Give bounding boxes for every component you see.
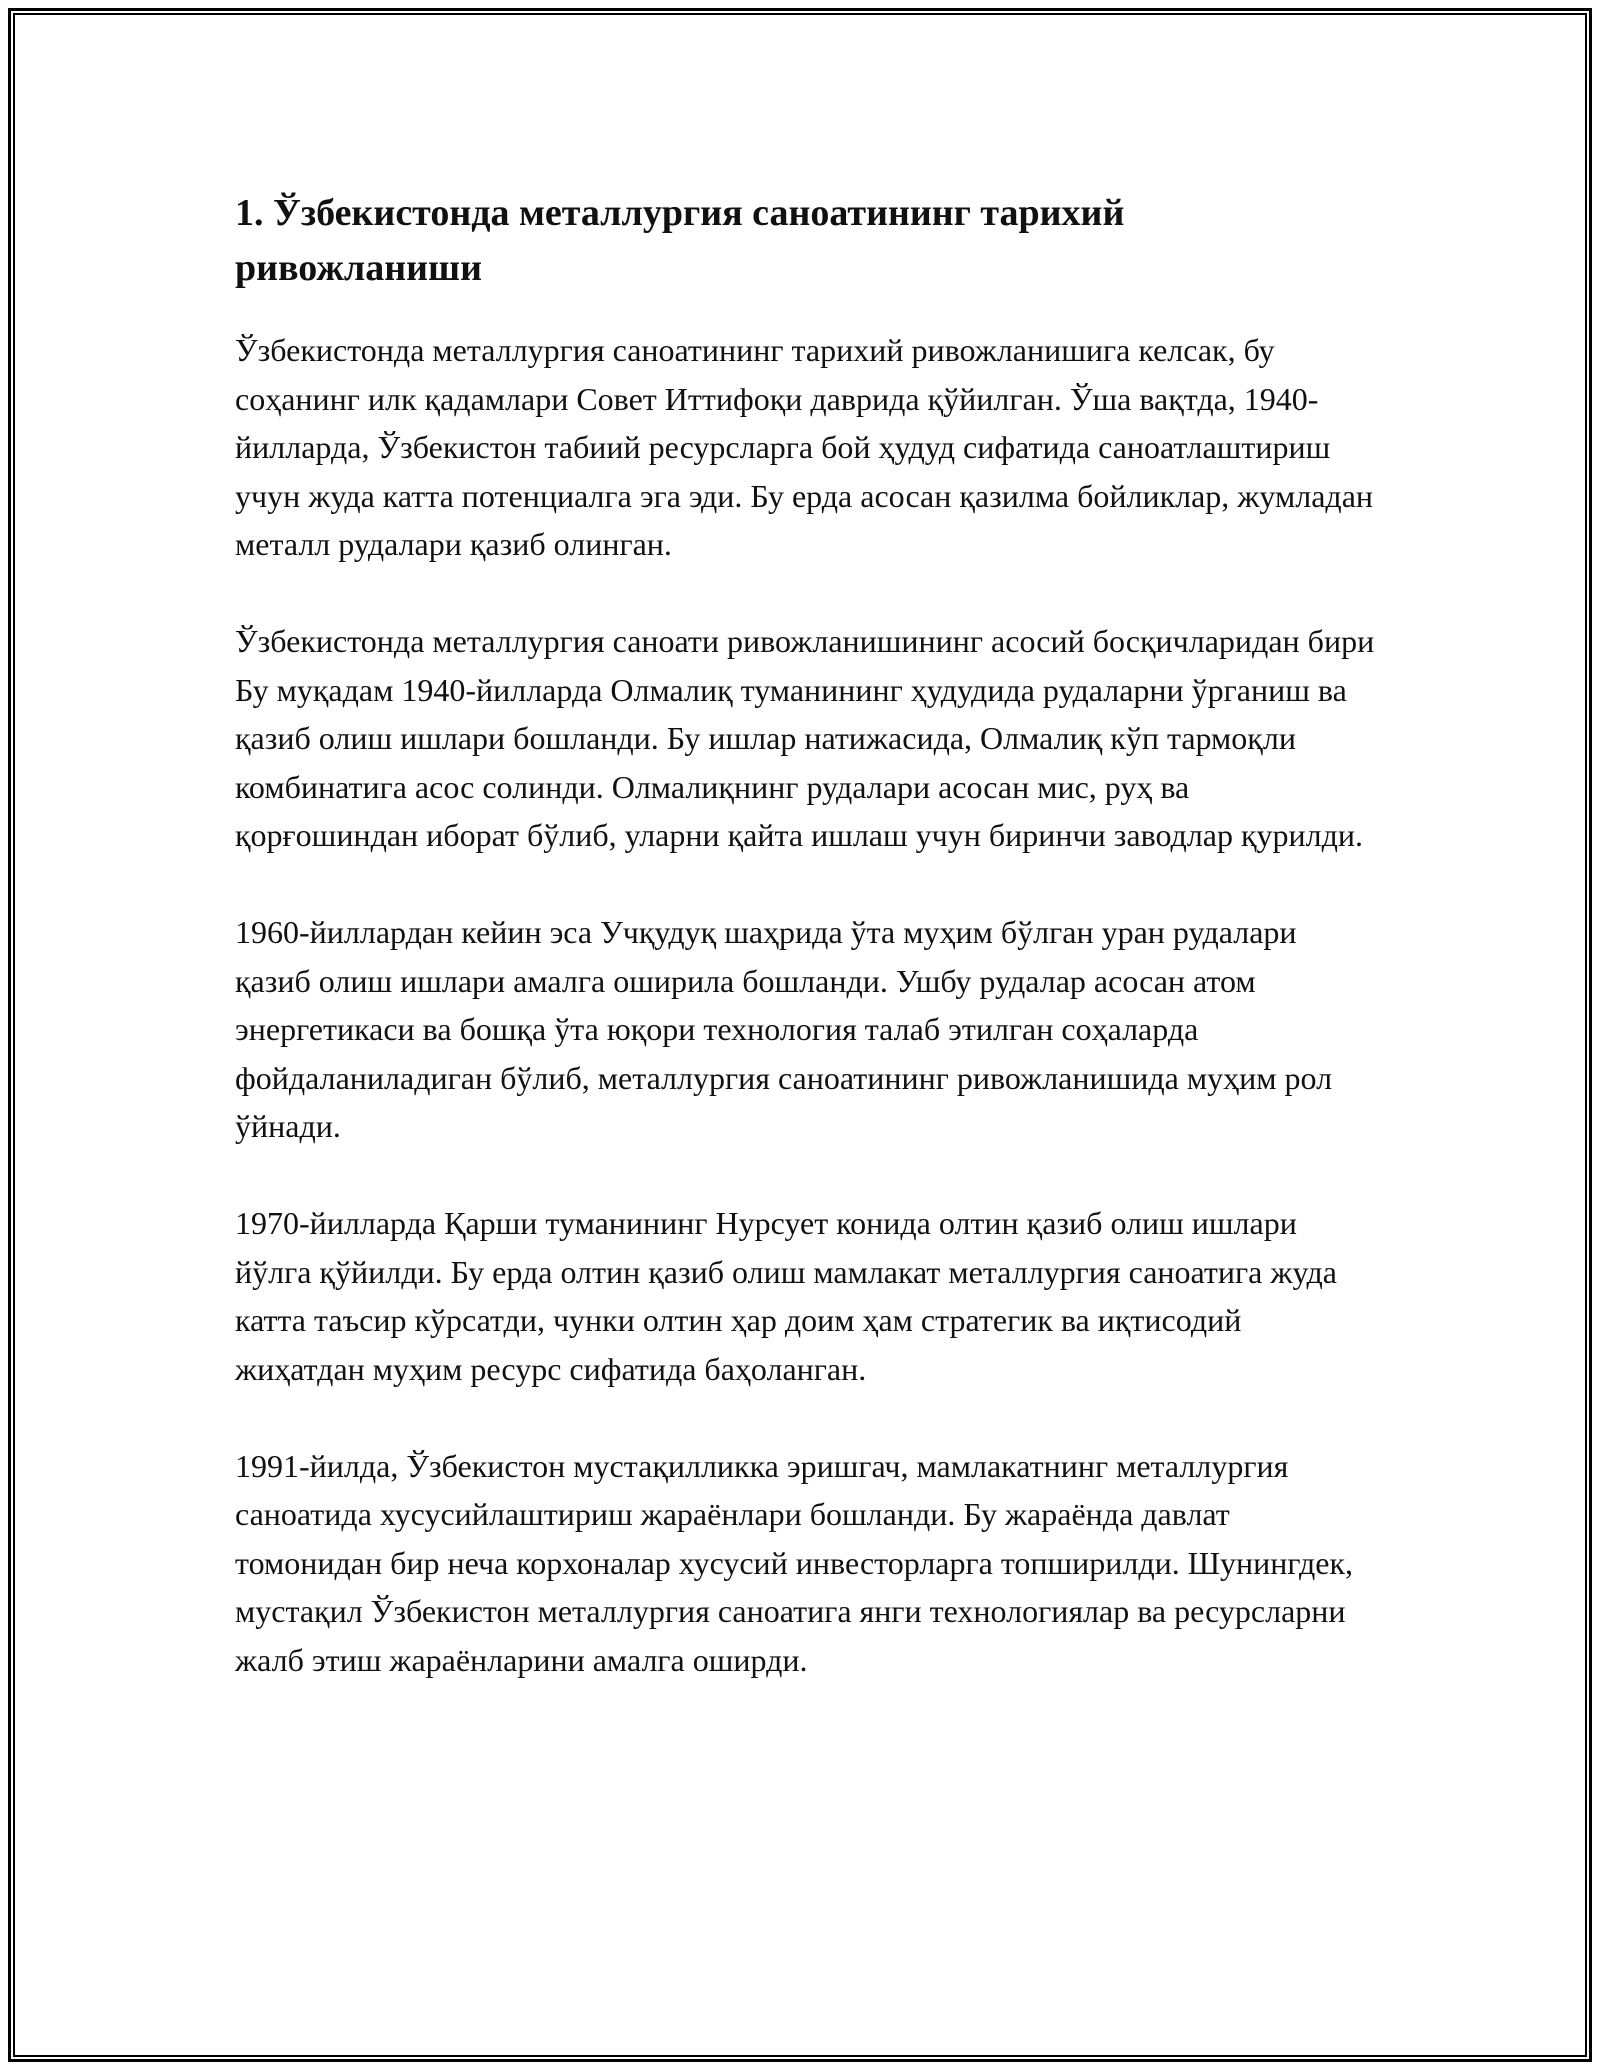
paragraph-1: Ўзбекистонда металлургия саноатининг тарихий ривожланишига келсак, бу соҳанинг илк қадамлари Совет Иттифоқи даврида қўйилган. Ўша вақтда, 1940-йилларда, Ўзбекистон табиий ресурсларга бой ҳудуд сифатида саноатлаштириш учун жуда катта потенциалга эга эди. Бу ерда асосан қазилма бойликлар, жумладан металл рудалари қазиб олинган.: [235, 332, 1374, 562]
paragraph-3: 1960-йиллардан кейин эса Учқудуқ шаҳрида ўта муҳим бўлган уран рудалари қазиб олиш ишлари амалга оширила бошланди. Ушбу рудалар асосан атом энергетикаси ва бошқа ўта юқори технология талаб этилган соҳаларда фойдаланиладиган бўлиб, металлургия саноатининг ривожланишида муҳим рол ўйнади.: [235, 914, 1333, 1144]
document-body: [235, 186, 1375, 1684]
paragraph-2: Ўзбекистонда металлургия саноати ривожланишининг асосий босқичларидан бири Бу муқадам 1940-йилларда Олмалиқ туманининг ҳудудида рудаларни ўрганиш ва қазиб олиш ишлари бошланди. Бу ишлар натижасида, Олмалиқ кўп тармоқли комбинатига асос солинди. Олмалиқнинг рудалари асосан мис, руҳ ва қорғошиндан иборат бўлиб, уларни қайта ишлаш учун биринчи заводлар қурилди.: [235, 623, 1375, 853]
paragraph-5: 1991-йилда, Ўзбекистон мустақилликка эришгач, мамлакатнинг металлургия саноатида хусусийлаштириш жараёнлари бошланди. Бу жараёнда давлат томонидан бир неча корхоналар хусусий инвесторларга топширилди. Шунингдек, мустақил Ўзбекистон металлургия саноатига янги технологиялар ва ресурсларни жалб этиш жараёнларини амалга оширди.: [235, 1447, 1353, 1678]
section-heading: 1. Ўзбекистонда металлургия саноатининг тарихий ривожланиши: [235, 192, 1125, 289]
paragraph-4: 1970-йилларда Қарши туманининг Нурсует конида олтин қазиб олиш ишлари йўлга қўйилди. Бу ерда олтин қазиб олиш мамлакат металлургия саноатига жуда катта таъсир кўрсатди, чунки олтин ҳар доим ҳам стратегик ва иқтисодий жиҳатдан муҳим ресурс сифатида баҳоланган.: [235, 1205, 1337, 1387]
